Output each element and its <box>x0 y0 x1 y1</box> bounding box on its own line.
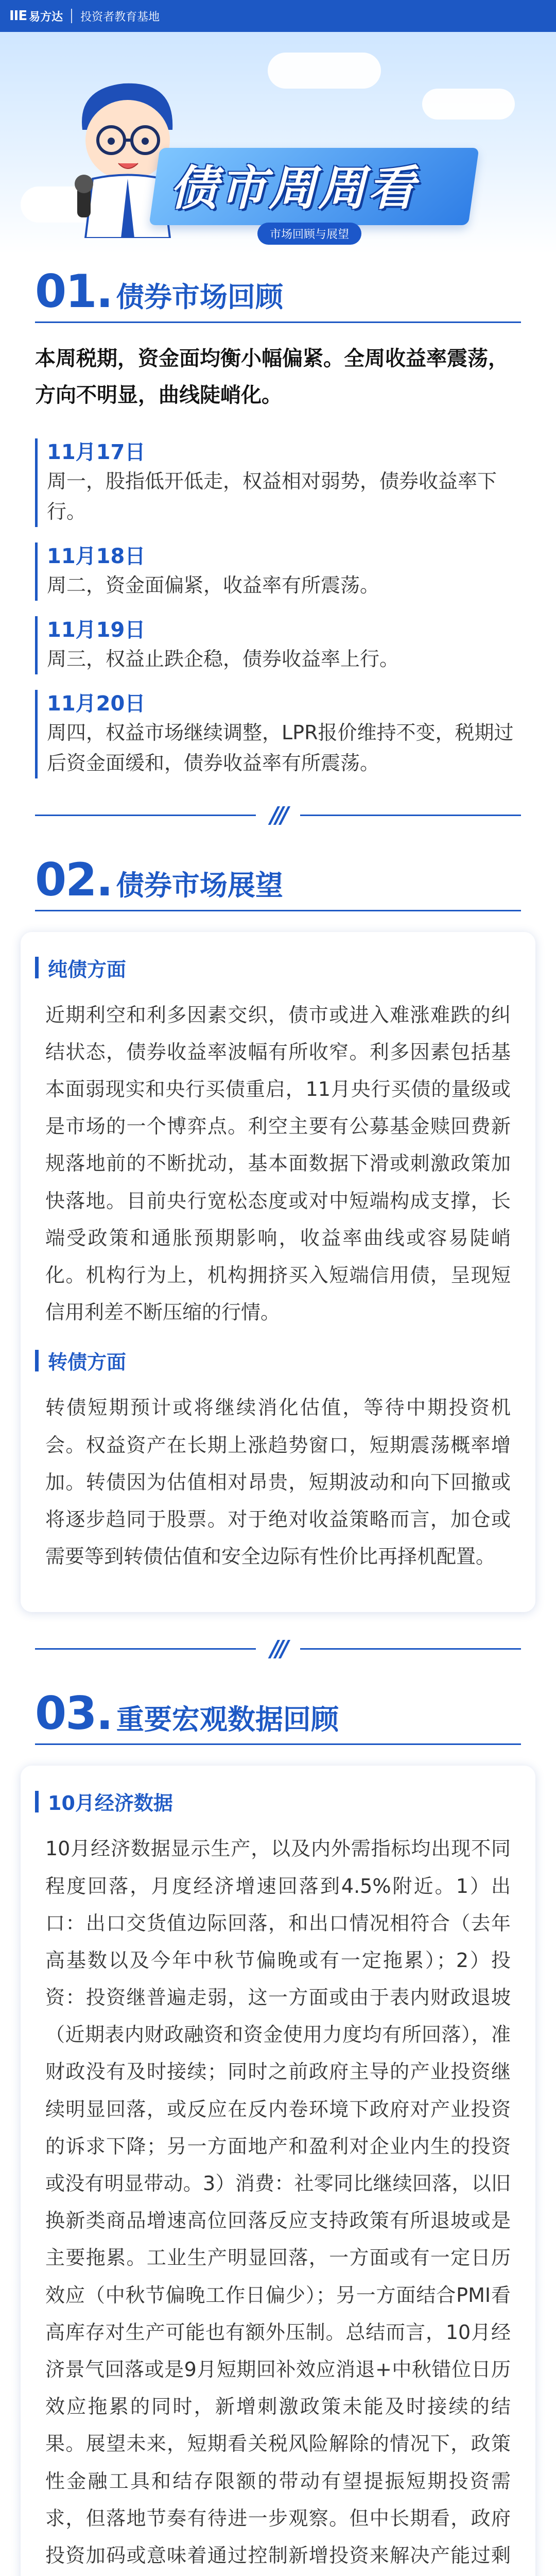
section-1-underline <box>35 321 521 323</box>
timeline-item <box>35 616 521 674</box>
banner-title: 债市周周看 <box>170 161 418 216</box>
section-2-underline <box>35 910 521 911</box>
macro-subheader <box>35 1787 511 1816</box>
brand-tagline: 投资者教育基地 <box>80 10 160 24</box>
timeline-text: 周四，权益市场继续调整，LPR报价维持不变，税期过后资金面缓和，债券收益率有所震荡。 <box>47 721 514 774</box>
timeline-bar <box>35 438 38 527</box>
pure-bond-subheader <box>35 954 511 982</box>
timeline-text: 周一，股指低开低走，权益相对弱势，债券收益率下行。 <box>47 470 497 523</box>
brand-name: 易方达 <box>29 10 63 24</box>
section-2-number: 02. <box>35 853 112 906</box>
macro-label: 10月经济数据 <box>48 1792 173 1815</box>
cloud-decoration <box>268 53 381 89</box>
section-divider <box>35 802 521 828</box>
pure-bond-label: 纯债方面 <box>48 958 127 981</box>
pure-bond-text: 近期利空和利多因素交织，债市或进入难涨难跌的纠结状态，债券收益率波幅有所收窄。利多因素包括基本面弱现实和央行买债重启，11月央行买债的量级或是市场的一个博弈点。利空主要有公募基金赎回费新规落地前的不断扰动，基本面数据下滑或刺激政策加快落地。目前央行宽松态度或对中短端构成支撑，长端受政策和通胀预期影响，收益率曲线或容易陡峭化。机构行为上，机构拥挤买入短端信用债，呈现短信用利差不断压缩的行情。 <box>45 1003 511 1324</box>
convertible-text: 转债短期预计或将继续消化估值，等待中期投资机会。权益资产在长期上涨趋势窗口，短期震荡概率增加。转债因为估值相对昂贵，短期波动和向下回撤或将逐步趋同于股票。对于绝对收益策略而言，加仓或需要等到转债估值和安全边际有性价比再择机配置。 <box>45 1396 511 1568</box>
section-1-header <box>35 264 521 318</box>
timeline-item <box>35 543 521 601</box>
divider-line <box>35 1648 256 1650</box>
timeline-date: 11月18日 <box>47 545 146 569</box>
subheader-bar <box>35 1791 39 1812</box>
timeline-bar <box>35 616 38 674</box>
divider-line <box>35 815 256 816</box>
timeline-text: 周三，权益止跌企稳，债券收益率上行。 <box>47 648 399 671</box>
macro-data-card <box>21 1766 535 2576</box>
outlook-card <box>21 932 535 1613</box>
divider-slash-icon: /// <box>270 1636 286 1663</box>
market-timeline <box>35 438 521 778</box>
section-divider <box>35 1636 521 1662</box>
banner-subtitle-pill: 市场回顾与展望 <box>257 223 361 245</box>
section-1-title: 债券市场回顾 <box>116 281 283 314</box>
timeline-bar <box>35 543 38 601</box>
timeline-item <box>35 438 521 527</box>
brand-logo-icon: IIE <box>9 8 27 24</box>
timeline-date: 11月19日 <box>47 618 146 642</box>
section-2-title: 债券市场展望 <box>116 869 283 902</box>
divider-slash-icon: /// <box>270 802 286 828</box>
top-bar <box>0 0 556 32</box>
section-3-title: 重要宏观数据回顾 <box>116 1703 339 1736</box>
section-3-underline <box>35 1743 521 1745</box>
cloud-decoration <box>422 89 515 120</box>
divider-line <box>300 815 521 816</box>
section-1-number: 01. <box>35 265 112 318</box>
convertible-subheader <box>35 1346 511 1375</box>
timeline-text: 周二，资金面偏紧，收益率有所震荡。 <box>47 574 380 597</box>
convertible-label: 转债方面 <box>48 1351 127 1374</box>
header-separator <box>71 9 72 23</box>
timeline-item <box>35 690 521 778</box>
timeline-date: 11月17日 <box>47 440 146 465</box>
section-3-header <box>35 1686 521 1740</box>
subheader-bar <box>35 1350 39 1371</box>
section-2-header <box>35 852 521 906</box>
section-3-number: 03. <box>35 1687 112 1740</box>
macro-text: 10月经济数据显示生产，以及内外需指标均出现不同程度回落，月度经济增速回落到4.5%附近。1）出口：出口交货值边际回落，和出口情况相符合（去年高基数以及今年中秋节偏晚或有一定拖累）；2）投资：投资继普遍走弱，这一方面或由于表内财政退坡（近期表内财政融资和资金使用力度均有所回落），准财政没有及时接续；同时之前政府主导的产业投资继续明显回落，或反应在反内卷环境下政府对产业投资的诉求下降；另一方面地产和盈利对企业内生的投资或没有明显带动。3）消费：社零同比继续回落，以旧换新类商品增速高位回落反应支持政策有所退坡或是主要拖累。工业生产明显回落，一方面或有一定日历效应（中秋节偏晚工作日偏少）；另一方面结合PMI看高库存对生产可能也有额外压制。总结而言，10月经济景气回落或是9月短期回补效应消退+中秋错位日历效应拖累的同时，新增刺激政策未能及时接续的结果。展望未来，短期看关税风险解除的情况下，政策性金融工具和结存限额的带动有望提振短期投资需求，但落地节奏有待进一步观察。但中长期看，政府投资加码或意味着通过控制新增投资来解决产能过剩 <box>45 1837 511 2567</box>
timeline-date: 11月20日 <box>47 691 146 716</box>
timeline-bar <box>35 690 38 778</box>
subheader-bar <box>35 957 39 978</box>
section-1-lead: 本周税期，资金面均衡小幅偏紧。全周收益率震荡，方向不明显，曲线陡峭化。 <box>35 347 509 408</box>
divider-line <box>300 1648 521 1650</box>
hero-banner <box>0 32 556 253</box>
